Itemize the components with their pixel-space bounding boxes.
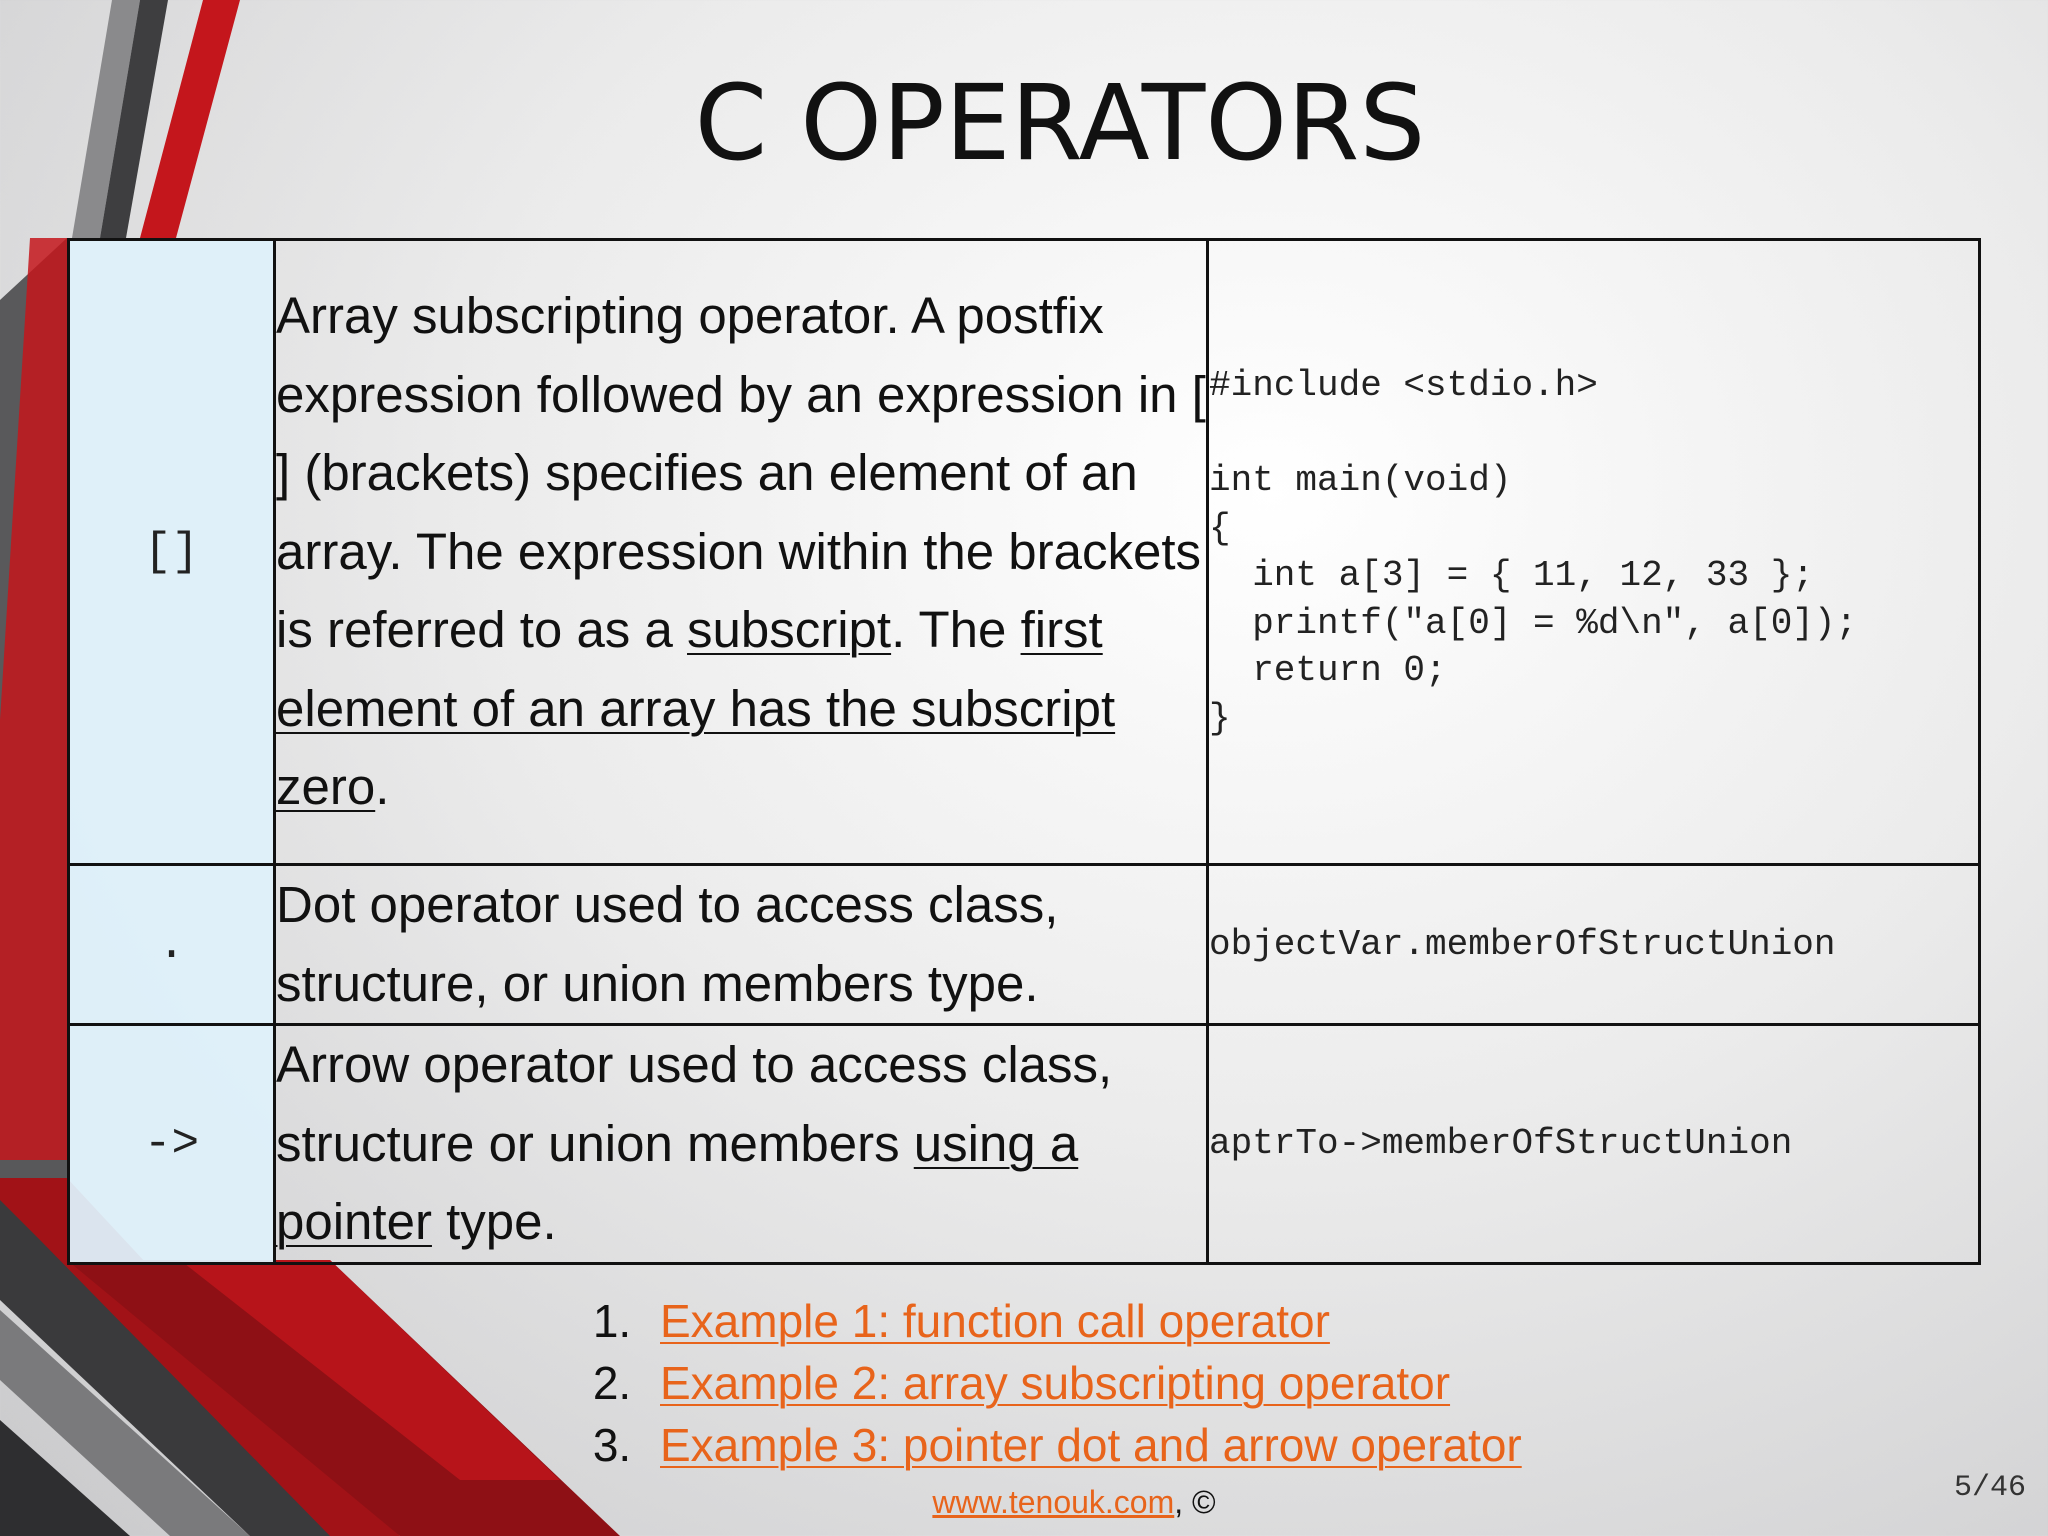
example-1-link[interactable]: Example 1: function call operator — [660, 1295, 1330, 1347]
operator-symbol: -> — [69, 1025, 275, 1264]
list-item — [644, 1414, 1522, 1476]
operators-table — [67, 238, 1981, 1265]
site-link[interactable]: www.tenouk.com — [932, 1484, 1175, 1520]
operator-description — [275, 1025, 1208, 1264]
code-example: #include <stdio.h> int main(void) { int a[3] = { 11, 12, 33 }; printf("a[0] = %d\n", a[0]); return 0; } — [1208, 240, 1980, 865]
list-item — [644, 1290, 1522, 1352]
examples-list — [560, 1290, 1522, 1476]
footer — [0, 1484, 2048, 1521]
example-3-link[interactable]: Example 3: pointer dot and arrow operator — [660, 1419, 1522, 1471]
description-text: . — [375, 758, 390, 816]
operator-symbol: . — [69, 865, 275, 1025]
operator-description — [275, 240, 1208, 865]
table-row — [69, 1025, 1980, 1264]
description-text: . The — [891, 601, 1021, 659]
list-item — [644, 1352, 1522, 1414]
underlined-term: first element of an array has the subscript zero — [276, 601, 1116, 816]
copyright-text: , © — [1174, 1484, 1216, 1520]
underlined-term: using a pointer — [276, 1114, 1079, 1250]
code-example: objectVar.memberOfStructUnion — [1208, 865, 1980, 1025]
table-row — [69, 865, 1980, 1025]
example-2-link[interactable]: Example 2: array subscripting operator — [660, 1357, 1451, 1409]
slide-title: C OPERATORS — [694, 62, 1426, 184]
operator-symbol: [] — [69, 240, 275, 865]
table-row — [69, 240, 1980, 865]
description-text: type. — [431, 1193, 557, 1250]
operator-description — [275, 865, 1208, 1025]
description-text: Dot operator used to access class, structure, or union members type. — [276, 876, 1059, 1012]
code-example: aptrTo->memberOfStructUnion — [1208, 1025, 1980, 1264]
page-number: 5/46 — [1953, 1471, 2026, 1505]
description-text: Array subscripting operator. A postfix expression followed by an expression in [ ] (brackets) specifies an element of an array. The expression within the brackets is referred to as a — [276, 287, 1206, 659]
description-text: Arrow operator used to access class, structure or union members — [276, 1036, 1113, 1172]
underlined-term: subscript — [687, 601, 892, 659]
